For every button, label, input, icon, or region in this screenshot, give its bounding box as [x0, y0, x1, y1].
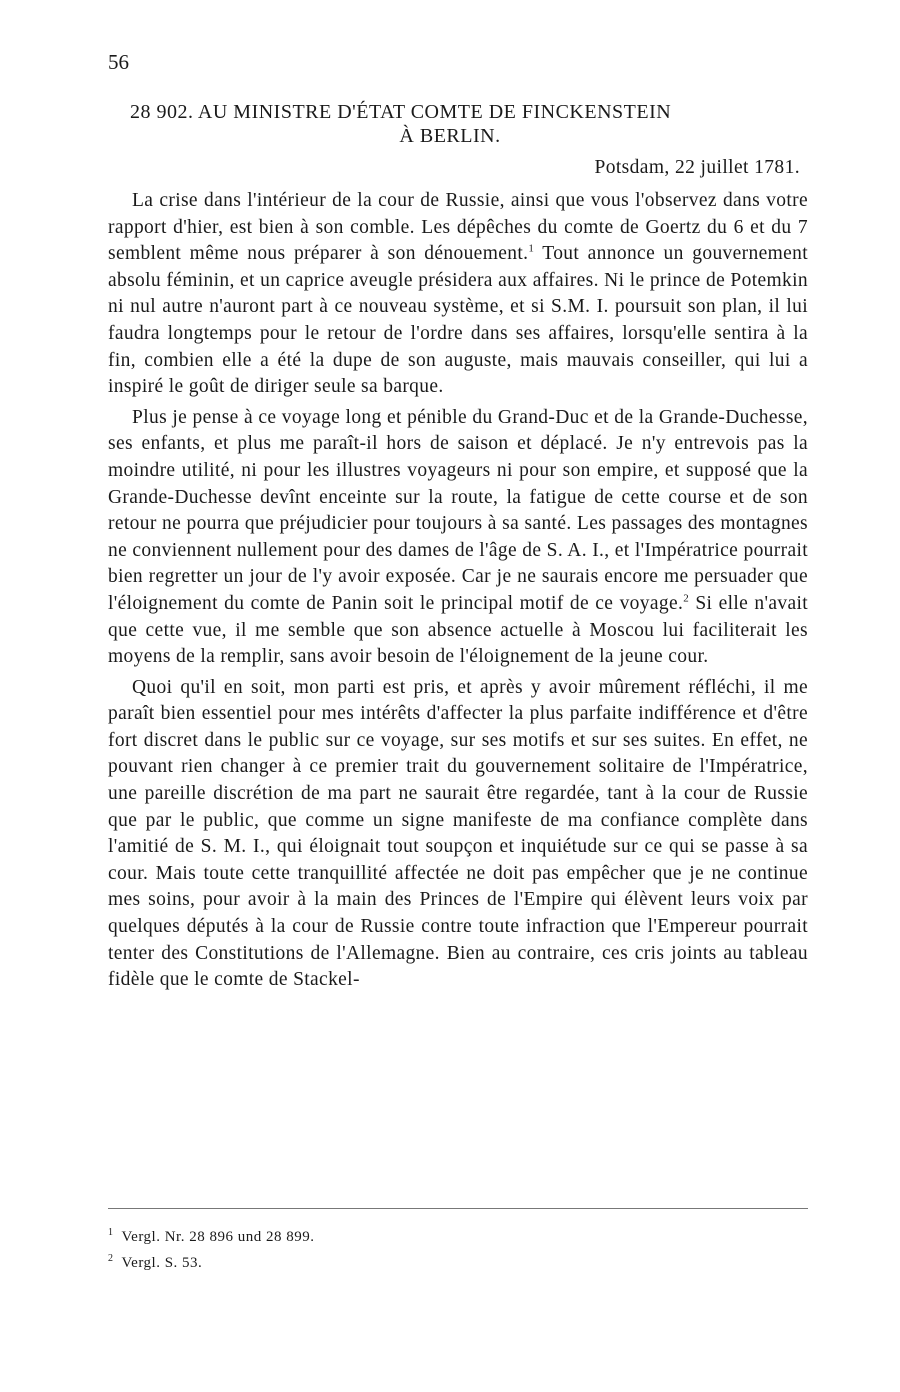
footnote-text: Vergl. S. 53.: [121, 1255, 203, 1271]
paragraph-text: Si elle n'avait que cette vue, il me semble que son absence actuelle à Moscou lui faciliterait les moyens de la remplir, sans avoir besoin de l'éloignement de la jeune cour.: [108, 592, 808, 668]
paragraph-text: Tout annonce un gouvernement absolu féminin, et un caprice aveugle présidera aux affaires. Ni le prince de Potemkin ni nul autre n'auront part à ce nouveau système, et si S.M. I. poursuit son plan, il lui faudra longtemps pour le retour de l'ordre dans ses affaires, lorsqu'elle sentira à la fin, combien elle a été la dupe de son auguste, mais mauvais conseiller, qui lui a inspiré le goût de diriger seule sa barque.: [108, 243, 808, 398]
paragraph-3: [108, 675, 808, 994]
heading-line-1: 28 902. AU MINISTRE D'ÉTAT COMTE DE FINCKENSTEIN: [130, 101, 672, 123]
letter-heading: [130, 100, 800, 148]
footnote-divider: [108, 1208, 808, 1209]
paragraph-1: [108, 188, 808, 401]
footnote-text: Vergl. Nr. 28 896 und 28 899.: [121, 1229, 315, 1245]
letter-body: [108, 188, 808, 994]
footnote-mark: 2: [108, 1253, 114, 1264]
footnote-2: [108, 1248, 808, 1274]
paragraph-text: Plus je pense à ce voyage long et pénible du Grand-Duc et de la Grande-Duchesse, ses enfants, et plus me paraît-il hors de saison et déplacé. Je n'y entrevois pas la moindre utilité, ni pour les illustres voyageurs ni pour son empire, et supposé que la Grande-Duchesse devînt enceinte sur la route, la fatigue de cette course et de son retour ne pourra que préjudicier pour toujours à sa santé. Les passages des montagnes ne conviennent nullement pour des dames de l'âge de S. A. I., et l'Impératrice pourrait bien regretter un jour de l'y avoir exposée. Car je ne saurais encore me persuader que l'éloignement du comte de Panin soit le principal motif de ce voyage.: [108, 406, 808, 614]
paragraph-text: La crise dans l'intérieur de la cour de Russie, ainsi que vous l'observez dans votre rapport d'hier, est bien à son comble. Les dépêches du comte de Goertz du 6 et du 7 semblent même nous préparer à son dénouement.: [108, 190, 808, 265]
dateline: Potsdam, 22 juillet 1781.: [594, 157, 800, 178]
footnote-reference: 2: [683, 592, 690, 605]
footnote-mark: 1: [108, 1227, 114, 1238]
footnotes: [108, 1222, 808, 1274]
paragraph-2: [108, 405, 808, 671]
heading-line-2: À BERLIN.: [399, 125, 501, 147]
footnote-1: [108, 1222, 808, 1248]
page-number: 56: [108, 50, 129, 74]
footnote-reference: 1: [528, 242, 535, 255]
paragraph-text: Quoi qu'il en soit, mon parti est pris, et après y avoir mûrement réfléchi, il me paraît bien essentiel pour mes intérêts d'affecter la plus parfaite indifférence et d'être fort discret dans le public sur ce voyage, sur ses motifs et sur ses suites. En effet, ne pouvant rien changer à ce premier trait du gouvernement solitaire de l'Impératrice, une pareille discrétion de ma part ne saurait être regardée, tant à la cour de Russie que par le public, que comme un signe manifeste de ma confiance complète dans l'amitié de S. M. I., qui éloignait tout soupçon et inquiétude sur ce qui se passe à sa cour. Mais toute cette tranquillité affectée ne doit pas empêcher que je ne continue mes soins, pour avoir à la main des Princes de l'Empire qui élèvent leurs voix par quelques députés à la cour de Russie contre toute infraction que l'Empereur pourrait tenter des Constitutions de l'Allemagne. Bien au contraire, ces cris joints au tableau fidèle que le comte de Stackel-: [108, 676, 808, 991]
